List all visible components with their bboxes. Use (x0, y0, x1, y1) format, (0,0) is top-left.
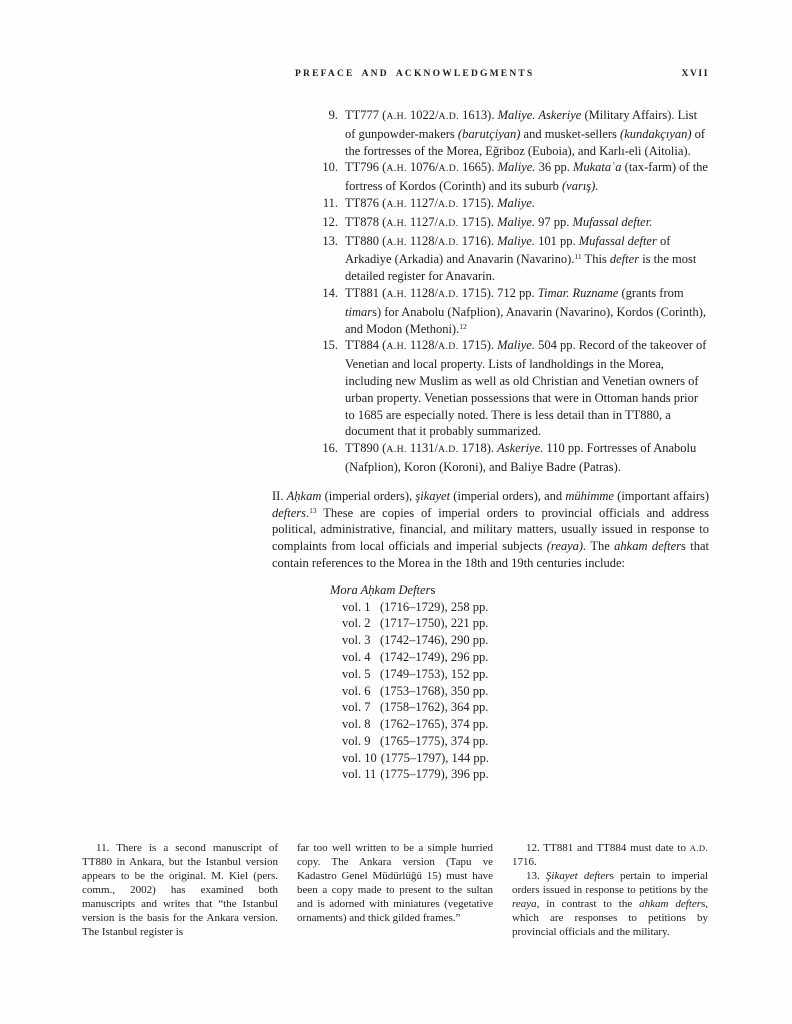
volume-value: (1742–1746), 290 pp. (380, 633, 489, 648)
footnote-column-3 (512, 841, 708, 939)
entry-text: TT876 (A.H. 1127/A.D. 1715). Maliye. (345, 195, 535, 210)
list-entry-12 (272, 214, 709, 233)
volume-value: (1775–1797), 144 pp. (380, 750, 490, 765)
section-ii-paragraph: II. Aḥkam (imperial orders), şikayet (imperial orders), and mühimme (important affairs) defters.$^{13}$ These are copies of imperial orders to provincial officials and address political, administrative, financial, and military matters, usually issued in response to complaints from local officials and imperial subjects (reaya). The ahkam defters that contain references to the Morea in the 18th and 19th centuries include: (272, 488, 710, 570)
volume-label: vol. 4 (342, 649, 371, 664)
volume-list (272, 582, 709, 784)
entry-number: 15. (322, 338, 338, 353)
entry-text: TT878 (A.H. 1127/A.D. 1715). Maliye. 97 pp. Mufassal defter. (345, 214, 653, 229)
volume-row (342, 666, 709, 683)
list-entry-10 (272, 159, 709, 195)
volume-label: vol. 5 (342, 666, 371, 681)
volume-value: (1749–1753), 152 pp. (380, 666, 489, 681)
entry-number: 12. (322, 214, 338, 229)
volume-value: (1753–1768), 350 pp. (380, 683, 489, 698)
volume-row (342, 683, 709, 700)
volume-row (342, 615, 709, 632)
entry-number: 9. (328, 108, 338, 122)
entry-text: TT884 (A.H. 1128/A.D. 1715). Maliye. 504 pp. Record of the takeover of Venetian and local property. Lists of landholdings in the Morea, including new Muslim as well as old Christian and Venetian owners of urban property. Venetian possessions that were in Ottoman hands prior to 1685 are especially noted. There is less detail than in TT880, a document that it probably summarized. (345, 338, 707, 439)
footnotes-section (82, 841, 708, 939)
entry-number: 11. (322, 195, 338, 210)
volume-label: vol. 9 (342, 733, 371, 748)
volume-value: (1716–1729), 258 pp. (380, 599, 489, 614)
footnote-13: 13. Şikayet defters pertain to imperial orders issued in response to petitions by the reaya, in contrast to the ahkam defters, which are responses to petitions by provincial officials and the military. (512, 870, 709, 938)
volume-row (342, 750, 709, 767)
list-entry-9 (272, 107, 709, 159)
footnote-column-2 (297, 841, 493, 939)
volume-label: vol. 8 (342, 717, 371, 732)
entry-number: 16. (322, 441, 338, 456)
volume-label: vol. 2 (342, 616, 371, 631)
document-register-list (272, 107, 709, 476)
volume-row (342, 766, 709, 783)
list-entry-13 (272, 233, 709, 285)
volume-value: (1742–1749), 296 pp. (380, 649, 489, 664)
footnote-11-continuation: far too well written to be a simple hurried copy. The Ankara version (Tapu ve Kadastro Genel Müdürlüğü 15) must have been a copy made to present to the sultan and is adorned with miniatures (vegetative ornaments) and thick gilded frames.” (297, 842, 493, 924)
volume-label: vol. 1 (342, 599, 371, 614)
volume-value: (1758–1762), 364 pp. (380, 700, 489, 715)
volume-row (342, 649, 709, 666)
list-entry-11 (272, 195, 709, 214)
footnote-12: 12. TT881 and TT884 must date to A.D. 1716. (512, 842, 708, 868)
volume-value: (1775–1779), 396 pp. (380, 767, 489, 782)
volume-value: (1717–1750), 221 pp. (380, 616, 489, 631)
entry-number: 14. (322, 285, 338, 300)
footnote-column-1 (82, 841, 278, 939)
folio-page-number: XVII (681, 69, 709, 79)
entry-text: TT796 (A.H. 1076/A.D. 1665). Maliye. 36 pp. Mukataʿa (tax-farm) of the fortress of Kordos (Corinth) and its suburb (varış). (345, 160, 708, 194)
volume-label: vol. 6 (342, 683, 371, 698)
volume-row (342, 699, 709, 716)
volume-row (342, 716, 709, 733)
main-text-column (272, 107, 709, 783)
volume-row (342, 599, 709, 616)
footnote-11: 11. There is a second manuscript of TT880 in Ankara, but the Istanbul version appears to be the original. M. Kiel (pers. comm., 2002) has examined both manuscripts and writes that “the Istanbul version is the basis for the Ankara version. The Istanbul register is (82, 842, 278, 938)
list-entry-14 (272, 285, 709, 337)
list-entry-16 (272, 440, 709, 476)
volume-label: vol. 11 (342, 767, 377, 782)
entry-text: TT777 (A.H. 1022/A.D. 1613). Maliye. Askeriye (Military Affairs). List of gunpowder-makers (barutçiyan) and musket-sellers (kundakçıyan) of the fortresses of the Morea, Eğriboz (Euboia), and Karlı-eli (Aitolia). (345, 108, 706, 158)
volume-value: (1765–1775), 374 pp. (380, 733, 489, 748)
volume-row (342, 733, 709, 750)
entry-number: 10. (322, 160, 338, 175)
list-entry-15 (272, 337, 709, 440)
volume-label: vol. 3 (342, 633, 371, 648)
volume-list-heading: Mora Aḥkam Defters (330, 582, 436, 597)
entry-text: TT881 (A.H. 1128/A.D. 1715). 712 pp. Timar. Ruzname (grants from timars) for Anabolu (Nafplion), Anavarin (Navarino), Kordos (Corinth), and Modon (Methoni).$^{12}$ (345, 285, 707, 336)
entry-text: TT890 (A.H. 1131/A.D. 1718). Askeriye. 110 pp. Fortresses of Anabolu (Nafplion), Koron (Koroni), and Baliye Badre (Patras). (345, 441, 697, 474)
volume-row (342, 632, 709, 649)
running-head-title: PREFACE AND ACKNOWLEDGMENTS (295, 69, 535, 79)
volume-value: (1762–1765), 374 pp. (380, 717, 489, 732)
entry-text: TT880 (A.H. 1128/A.D. 1716). Maliye. 101 pp. Mufassal defter of Arkadiye (Arkadia) and Anavarin (Navarino).$^{11}$ This defter is the most detailed register for Anavarin. (345, 233, 697, 284)
volume-label: vol. 10 (342, 750, 377, 765)
entry-number: 13. (322, 233, 338, 248)
volume-label: vol. 7 (342, 700, 371, 715)
